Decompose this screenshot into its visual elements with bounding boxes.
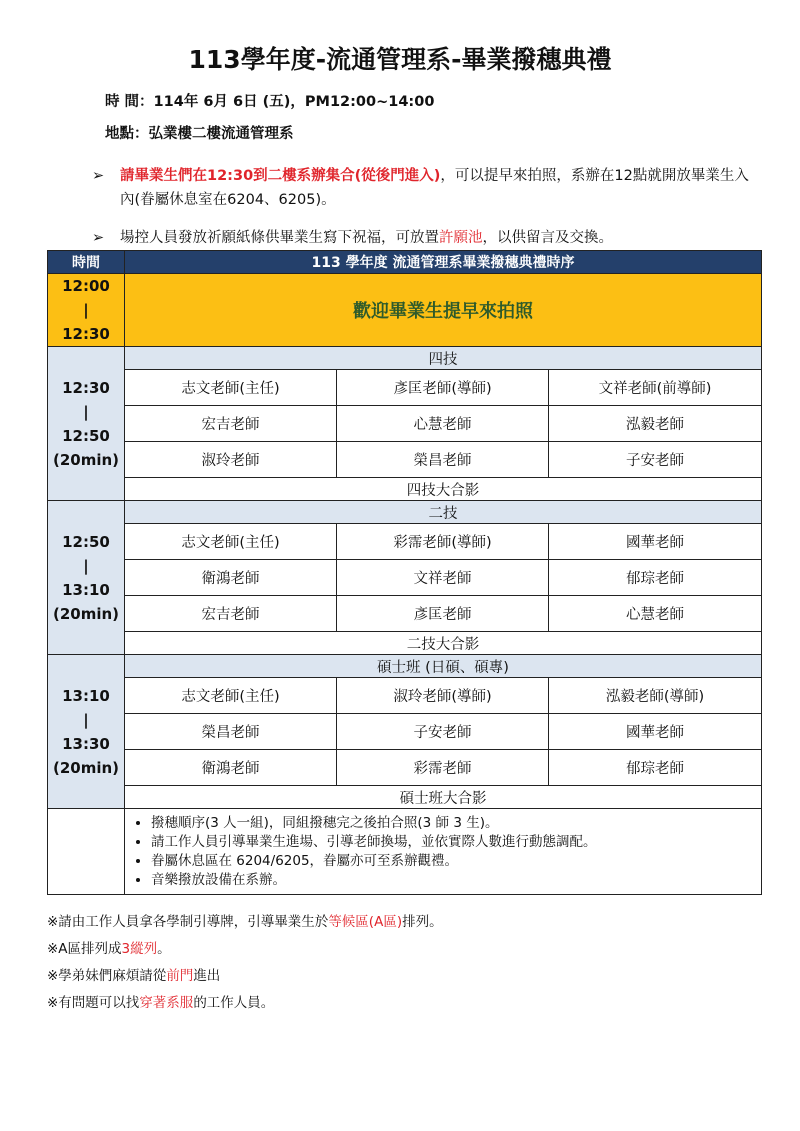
teacher-cell: 榮昌老師 [125, 714, 337, 750]
teacher-row [48, 406, 762, 442]
teacher-row [48, 596, 762, 632]
teacher-cell: 衛鴻老師 [125, 750, 337, 786]
teacher-row [48, 370, 762, 406]
session-group-row [48, 347, 762, 370]
arrow-bullet-icon: ➢ [92, 168, 105, 184]
teacher-cell: 淑玲老師 [125, 442, 337, 478]
teacher-cell: 志文老師(主任) [125, 370, 337, 406]
teacher-row [48, 442, 762, 478]
teacher-cell: 志文老師(主任) [125, 678, 337, 714]
session-time: 12:50 | 13:10 (20min) [48, 501, 125, 655]
teacher-cell: 彩霈老師 [337, 750, 549, 786]
footnote: ※有問題可以找穿著系服的工作人員。 [47, 995, 275, 1011]
teacher-cell: 淑玲老師(導師) [337, 678, 549, 714]
footnote: ※請由工作人員拿各學制引導牌，引導畢業生於等候區(A區)排列。 [47, 914, 443, 930]
teacher-row [48, 714, 762, 750]
group-photo: 四技大合影 [125, 478, 762, 501]
teacher-cell: 心慧老師 [549, 596, 762, 632]
event-place: 地點：弘業樓二樓流通管理系 [105, 126, 294, 142]
session-time: 13:10 | 13:30 (20min) [48, 655, 125, 809]
assembly-highlight: 請畢業生們在12:30到二樓系辦集合(從後門進入) [120, 168, 441, 184]
notes-empty-cell [48, 809, 125, 895]
group-photo: 二技大合影 [125, 632, 762, 655]
group-name: 碩士班 (日碩、碩專) [125, 655, 762, 678]
group-photo: 碩士班大合影 [125, 786, 762, 809]
welcome-text: 歡迎畢業生提早來拍照 [125, 274, 762, 347]
arrow-bullet-icon: ➢ [92, 230, 105, 246]
notes-row [48, 809, 762, 895]
session-time: 12:30 | 12:50 (20min) [48, 347, 125, 501]
teacher-cell: 子安老師 [549, 442, 762, 478]
bullet-assembly [92, 164, 755, 212]
note-item: • 撥穗順序(3 人一組)，同組撥穗完之後拍合照(3 師 3 生)。 [151, 814, 761, 833]
teacher-cell: 心慧老師 [337, 406, 549, 442]
wish-post: ，以供留言及交換。 [482, 230, 613, 246]
teacher-cell: 宏吉老師 [125, 596, 337, 632]
footnote: ※學弟妹們麻煩請從前門進出 [47, 968, 221, 984]
group-name: 四技 [125, 347, 762, 370]
teacher-cell: 郁琮老師 [549, 750, 762, 786]
footnote: ※A區排列成3縱列。 [47, 941, 171, 957]
group-photo-row [48, 478, 762, 501]
teacher-row [48, 524, 762, 560]
teacher-cell: 彩霈老師(導師) [337, 524, 549, 560]
wish-highlight: 許願池 [439, 230, 483, 246]
teacher-cell: 宏吉老師 [125, 406, 337, 442]
teacher-cell: 子安老師 [337, 714, 549, 750]
note-item: • 音樂撥放設備在系辦。 [151, 871, 761, 890]
teacher-cell: 彥匡老師 [337, 596, 549, 632]
teacher-row [48, 560, 762, 596]
teacher-cell: 文祥老師(前導師) [549, 370, 762, 406]
note-item: • 請工作人員引導畢業生進場、引導老師換場，並依實際人數進行動態調配。 [151, 833, 761, 852]
teacher-cell: 志文老師(主任) [125, 524, 337, 560]
bullet-wish-paper [92, 226, 755, 250]
header-title: 113 學年度 流通管理系畢業撥穗典禮時序 [125, 251, 762, 274]
teacher-cell: 郁琮老師 [549, 560, 762, 596]
session-group-row [48, 501, 762, 524]
welcome-time: 12:00 | 12:30 [48, 274, 125, 347]
header-time: 時間 [48, 251, 125, 274]
welcome-row [48, 274, 762, 347]
teacher-cell: 彥匡老師(導師) [337, 370, 549, 406]
teacher-cell: 泓毅老師(導師) [549, 678, 762, 714]
event-time: 時 間：114年 6月 6日 (五)，PM12:00~14:00 [105, 94, 435, 110]
teacher-cell: 國華老師 [549, 524, 762, 560]
table-header-row [48, 251, 762, 274]
group-photo-row [48, 632, 762, 655]
notes-cell [125, 809, 762, 895]
notes-list [125, 814, 761, 890]
session-group-row [48, 655, 762, 678]
teacher-cell: 文祥老師 [337, 560, 549, 596]
wish-pre: 場控人員發放祈願紙條供畢業生寫下祝福，可放置 [120, 230, 439, 246]
ceremony-schedule-table [47, 250, 762, 895]
teacher-cell: 泓毅老師 [549, 406, 762, 442]
group-name: 二技 [125, 501, 762, 524]
teacher-row [48, 678, 762, 714]
teacher-row [48, 750, 762, 786]
teacher-cell: 國華老師 [549, 714, 762, 750]
group-photo-row [48, 786, 762, 809]
page-title: 113學年度-流通管理系-畢業撥穗典禮 [188, 45, 612, 74]
note-item: • 眷屬休息區在 6204/6205，眷屬亦可至系辦觀禮。 [151, 852, 761, 871]
teacher-cell: 衛鴻老師 [125, 560, 337, 596]
teacher-cell: 榮昌老師 [337, 442, 549, 478]
assembly-rest: ，可以提早來拍照，系辦在12點就開放畢業生入內(眷屬休息室在6204、6205)。 [120, 168, 749, 208]
